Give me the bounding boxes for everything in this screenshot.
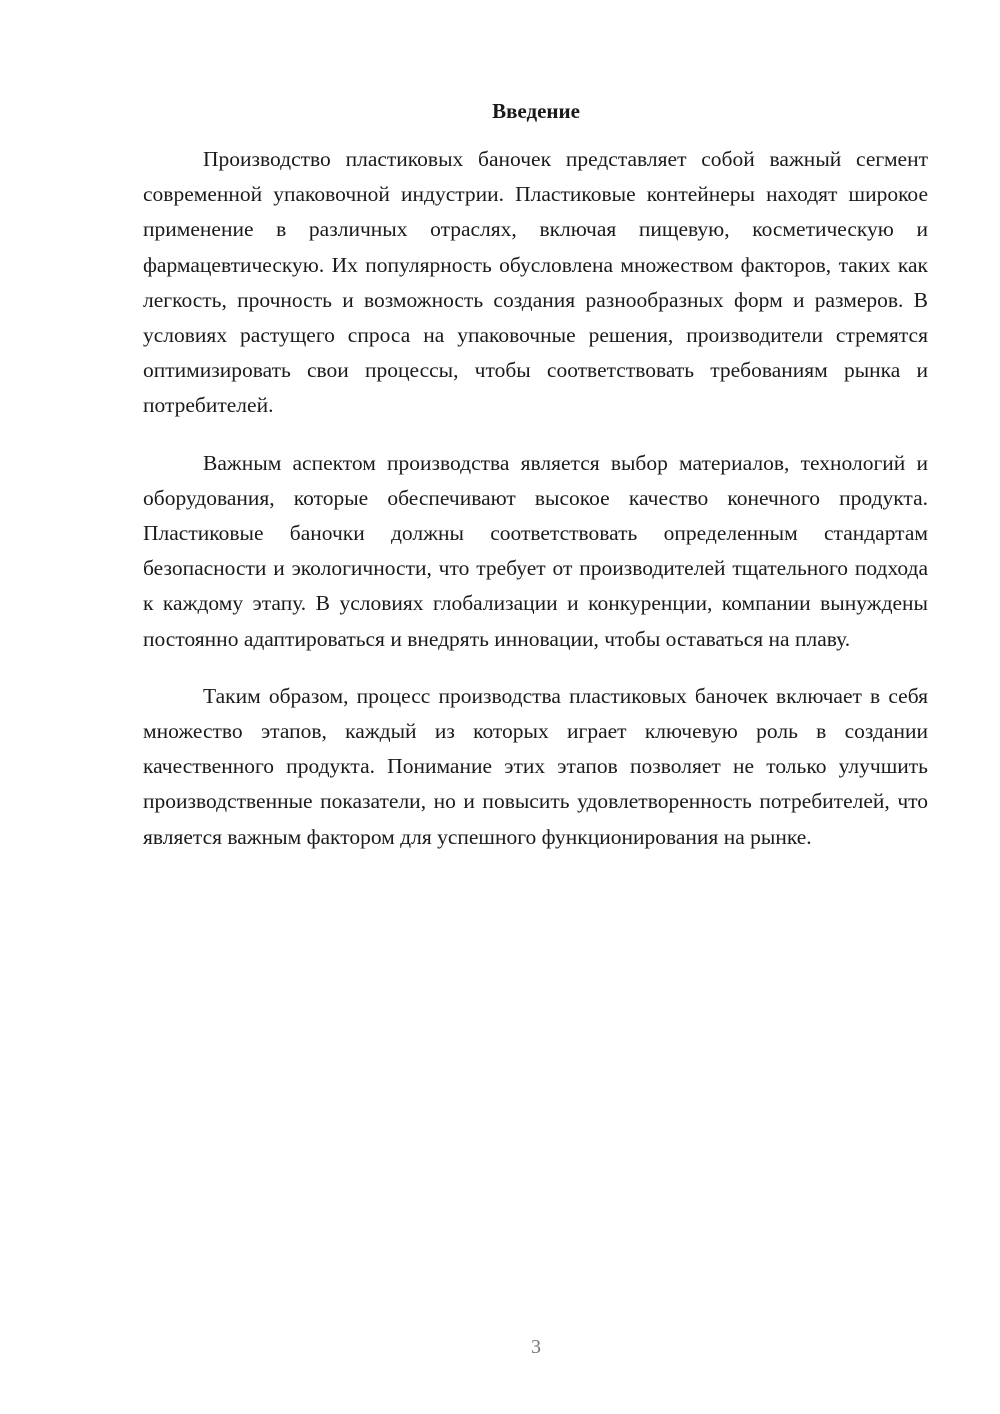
paragraph-3: Таким образом, процесс производства пластиковых баночек включает в себя множество этапов, каждый из которых играет ключевую роль в создании качественного продукта. Понимание этих этапов позволяет не только улучшить производственные показатели, но и повысить удовлетворенность потребителей, что является важным фактором для успешного функционирования на рынке. xyxy=(143,683,928,849)
section-heading: Введение xyxy=(492,99,580,123)
page-number: 3 xyxy=(531,1336,541,1358)
paragraph-2: Важным аспектом производства является выбор материалов, технологий и оборудования, которые обеспечивают высокое качество конечного продукта. Пластиковые баночки должны соответствовать определенным стандартам безопасности и экологичности, что требует от производителей тщательного подхода к каждому этапу. В условиях глобализации и конкуренции, компании вынуждены постоянно адаптироваться и внедрять инновации, чтобы оставаться на плаву. xyxy=(143,450,928,651)
body-text xyxy=(143,142,928,877)
paragraph-1: Производство пластиковых баночек представляет собой важный сегмент современной упаковочной индустрии. Пластиковые контейнеры находят широкое применение в различных отраслях, включая пищевую, косметическую и фармацевтическую. Их популярность обусловлена множеством факторов, таких как легкость, прочность и возможность создания разнообразных форм и размеров. В условиях растущего спроса на упаковочные решения, производители стремятся оптимизировать свои процессы, чтобы соответствовать требованиям рынка и потребителей. xyxy=(143,147,928,418)
